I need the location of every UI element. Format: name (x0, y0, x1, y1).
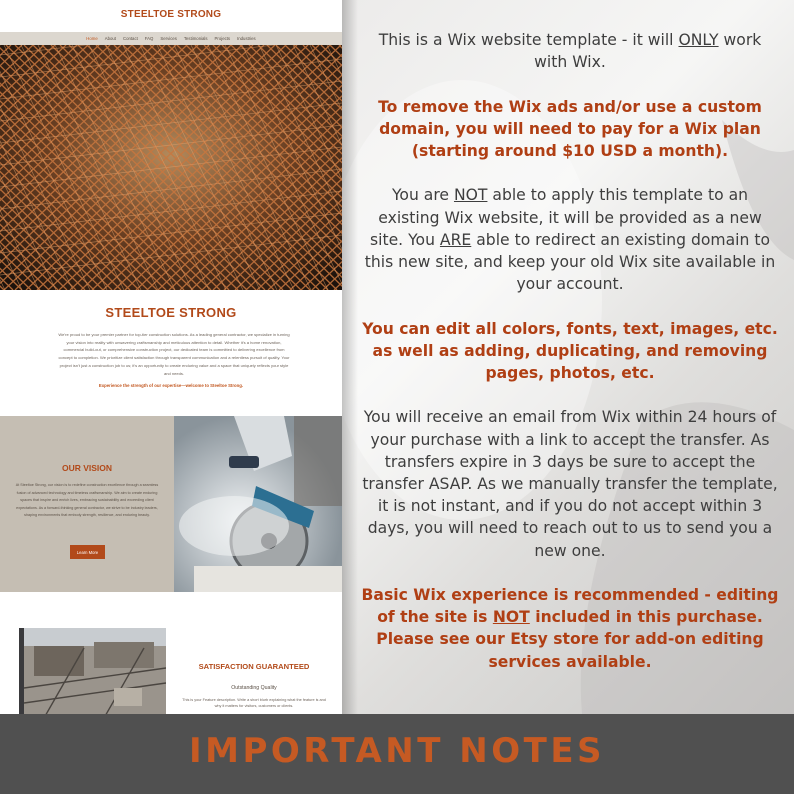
site-logo[interactable]: STEELTOE STRONG (120, 9, 222, 20)
nav-projects[interactable]: Projects (214, 36, 231, 41)
note-new-site-are: ARE (439, 230, 472, 249)
note-wix-only-a: This is a Wix website template - it will (378, 31, 679, 49)
feature-subtitle: Outstanding Quality (231, 685, 277, 691)
concrete-saw-image (174, 416, 342, 592)
vision-body: At Steeltoe Strong, our vision is to redefine construction excellence through a seamless fusion of advanced technology and timeless craftsmanship. We aim to create enduring spaces that inspire and enrich lives, embracing sustainability and exceeding client expectations. As a forward-thinking general contractor, we strive to be industry leaders, shaping environments that embody strength, resilience, and enduring beauty. (15, 483, 159, 518)
hero-image (0, 45, 342, 290)
website-mockup (0, 0, 342, 714)
construction-site-image (24, 628, 166, 714)
intro-tagline: Experience the strength of our expertise—welcome to Steeltoe Strong. (98, 383, 244, 388)
note-transfer: You will receive an email from Wix within 24 hours of your purchase with a link to accept the transfer. As transfers expire in 3 days be sure to accept the transfer ASAP. As we manually transfer the template, it is not instant, and if you do not accept within 3 days, you will need to reach out to us to send you a new one. (362, 408, 778, 560)
note-experience-not: NOT (492, 608, 530, 627)
site-nav (0, 32, 342, 45)
nav-services[interactable]: Services (160, 36, 177, 41)
important-notes-text (360, 29, 780, 695)
intro-body: We're proud to be your premier partner for top-tier construction solutions. As a leading general contractor, we specialize in turning your vision into reality with unwavering craftsmanship and meticulous attention to detail. Whether it's a home renovation, commercial build-out, or comprehensive construction project, our dedicated team is committed to delivering excellence from concept to completion. We prioritize client satisfaction through transparent communication and a relentless pursuit of quality. Your project isn't just a construction job to us; it's an opportunity to create enduring value and a space that uniquely reflects your style and needs. (58, 332, 290, 376)
vision-title: OUR VISION (61, 463, 113, 473)
note-wix-only-b: work with Wix. (534, 31, 762, 72)
note-wix-plan: To remove the Wix ads and/or use a custom domain, you will need to pay for a Wix plan (starting around $10 USD a month). (378, 97, 762, 160)
note-experience (360, 584, 780, 673)
note-wix-only (360, 29, 780, 73)
feature-description: This is your Feature description. Write a short blurb explaining what the feature is and why it matters for visitors, customers or clients. (182, 698, 326, 708)
rebar-scaffold-image (0, 45, 342, 290)
feature-title: SATISFACTION GUARANTEED (198, 662, 310, 671)
nav-contact[interactable]: Contact (122, 36, 138, 41)
note-editing: You can edit all colors, fonts, text, images, etc. as well as adding, duplicating, and removing pages, photos, etc. (362, 319, 778, 382)
construction-site-photo (24, 628, 166, 714)
note-experience-a: Basic Wix experience is recommended - editing of the site is (361, 586, 779, 627)
panel-divider-shadow (342, 0, 358, 714)
nav-faq[interactable]: FAQ (144, 36, 154, 41)
note-new-site-b: able to apply this template to an existing Wix website, it will be provided as a new site. You (370, 186, 762, 249)
vision-section (0, 416, 174, 592)
note-wix-only-emphasis: ONLY (678, 31, 719, 49)
nav-industries[interactable]: Industries (237, 36, 256, 41)
nav-about[interactable]: About (104, 36, 116, 41)
important-notes-banner (0, 714, 794, 794)
note-new-site-c: able to redirect an existing domain to this new site, and keep your old Wix site available in your account. (364, 230, 776, 294)
note-new-site-a: You are (391, 186, 454, 205)
nav-testimonials[interactable]: Testimonials (183, 36, 208, 41)
note-new-site-not: NOT (453, 186, 488, 205)
nav-home[interactable]: Home (86, 36, 98, 41)
learn-more-button[interactable]: Learn More (70, 545, 105, 559)
banner-title: IMPORTANT NOTES (188, 731, 606, 771)
note-experience-b: included in this purchase. Please see our Etsy store for add-on editing services available. (376, 608, 764, 671)
intro-section (0, 290, 342, 416)
saw-cutting-photo (174, 416, 342, 592)
site-header (0, 0, 342, 32)
intro-title: STEELTOE STRONG (105, 305, 237, 320)
note-new-site (360, 184, 780, 295)
